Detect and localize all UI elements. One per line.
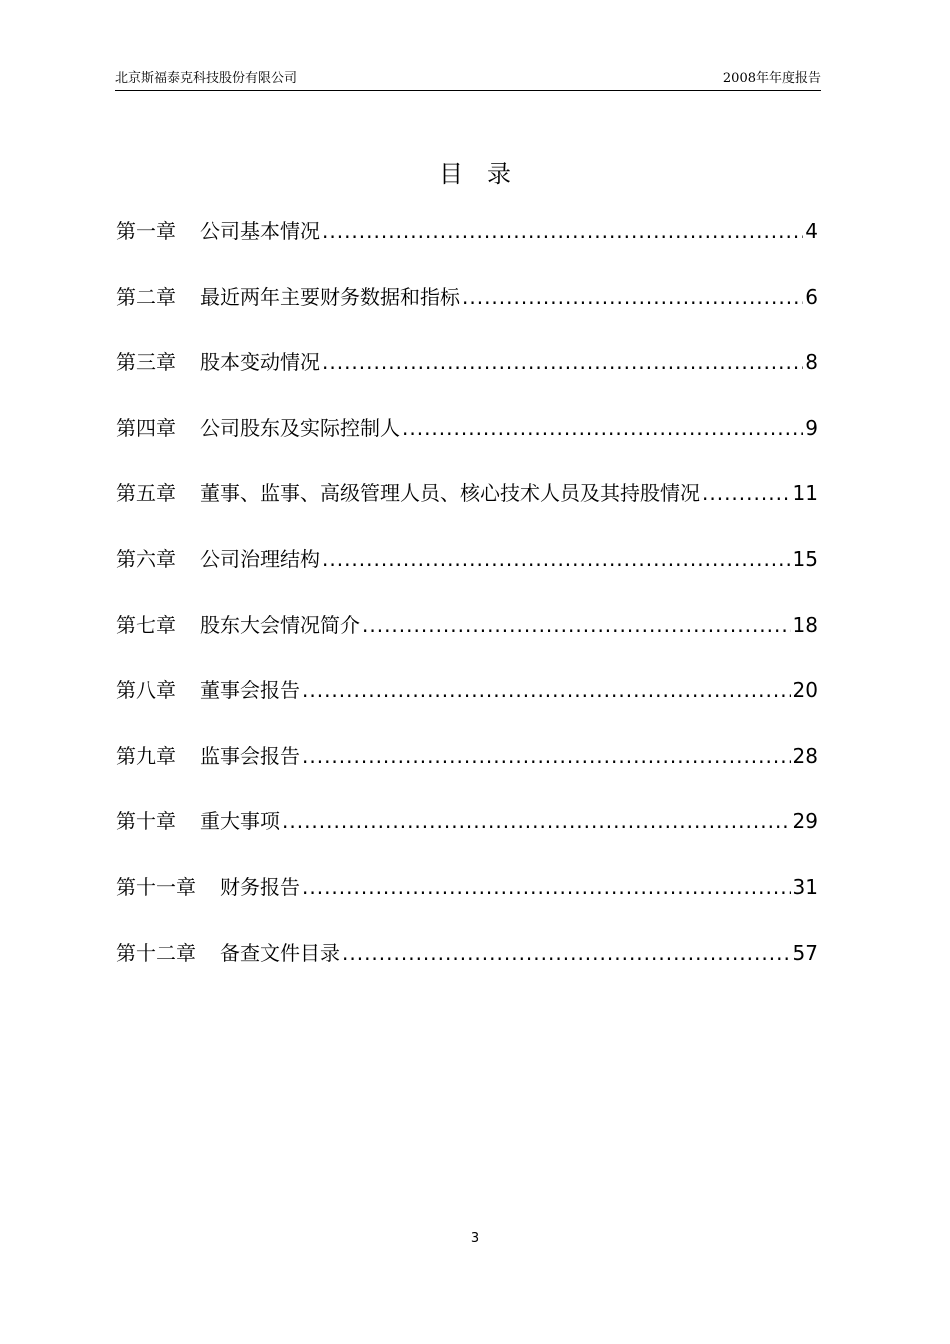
toc-leader-dots [402, 411, 803, 445]
toc-page-number: 4 [805, 219, 818, 243]
toc-entry[interactable] [116, 345, 818, 411]
toc-leader-dots [702, 476, 791, 510]
toc-leader-dots [302, 673, 791, 707]
toc-chapter: 第十章 [116, 809, 176, 834]
toc-entry[interactable] [116, 542, 818, 608]
toc-page-number: 29 [792, 809, 818, 834]
page-header [115, 66, 821, 91]
toc-page-number: 18 [792, 612, 818, 637]
toc-page-number: 11 [792, 481, 818, 506]
toc-entry[interactable] [116, 214, 818, 280]
toc-page-number: 28 [792, 743, 818, 768]
toc-page-number: 31 [792, 874, 818, 899]
toc-entry[interactable] [116, 870, 818, 936]
toc-heading: 财务报告 [220, 874, 300, 899]
toc-leader-dots [462, 280, 803, 314]
company-name: 北京斯福泰克科技股份有限公司 [115, 71, 298, 86]
report-title: 2008年年度报告 [722, 71, 821, 86]
toc-page-number: 15 [792, 546, 818, 571]
toc-entry[interactable] [116, 280, 818, 346]
toc-heading: 股本变动情况 [200, 350, 320, 375]
toc-chapter: 第二章 [116, 284, 176, 309]
toc-leader-dots [302, 870, 791, 904]
toc-heading: 监事会报告 [200, 743, 300, 768]
toc-page-number: 20 [792, 678, 818, 703]
toc-heading: 董事会报告 [200, 678, 300, 703]
toc-entry[interactable] [116, 804, 818, 870]
toc-leader-dots [302, 739, 791, 773]
toc-page-number: 9 [805, 415, 818, 440]
toc-page-number: 6 [805, 284, 818, 309]
toc-leader-dots [282, 804, 791, 838]
toc-entry[interactable] [116, 411, 818, 477]
toc-chapter: 第九章 [116, 743, 176, 768]
toc-entry[interactable] [116, 608, 818, 674]
toc-leader-dots [322, 542, 791, 576]
toc-chapter: 第十一章 [116, 874, 196, 899]
toc-leader-dots [342, 936, 791, 970]
toc-chapter: 第十二章 [116, 940, 196, 965]
toc-heading: 公司基本情况 [200, 219, 320, 243]
toc-entry[interactable] [116, 936, 818, 1002]
toc-chapter: 第六章 [116, 546, 176, 571]
toc-heading: 董事、监事、高级管理人员、核心技术人员及其持股情况 [200, 481, 700, 506]
table-of-contents [116, 214, 818, 1001]
toc-chapter: 第三章 [116, 350, 176, 375]
toc-entry[interactable] [116, 739, 818, 805]
toc-chapter: 第一章 [116, 219, 176, 243]
toc-page-number: 57 [792, 940, 818, 965]
toc-page-number: 8 [805, 350, 818, 375]
toc-heading: 最近两年主要财务数据和指标 [200, 284, 460, 309]
toc-heading: 股东大会情况简介 [200, 612, 360, 637]
toc-heading: 公司治理结构 [200, 546, 320, 571]
toc-heading: 公司股东及实际控制人 [200, 415, 400, 440]
toc-heading: 备查文件目录 [220, 940, 340, 965]
toc-leader-dots [322, 345, 803, 379]
toc-leader-dots [322, 214, 803, 248]
toc-chapter: 第四章 [116, 415, 176, 440]
toc-heading: 重大事项 [200, 809, 280, 834]
toc-chapter: 第八章 [116, 678, 176, 703]
page-number: 3 [470, 1231, 480, 1246]
toc-leader-dots [362, 608, 791, 642]
toc-entry[interactable] [116, 476, 818, 542]
toc-entry[interactable] [116, 673, 818, 739]
toc-chapter: 第七章 [116, 612, 176, 637]
toc-title: 目录 [439, 160, 535, 188]
toc-chapter: 第五章 [116, 481, 176, 506]
